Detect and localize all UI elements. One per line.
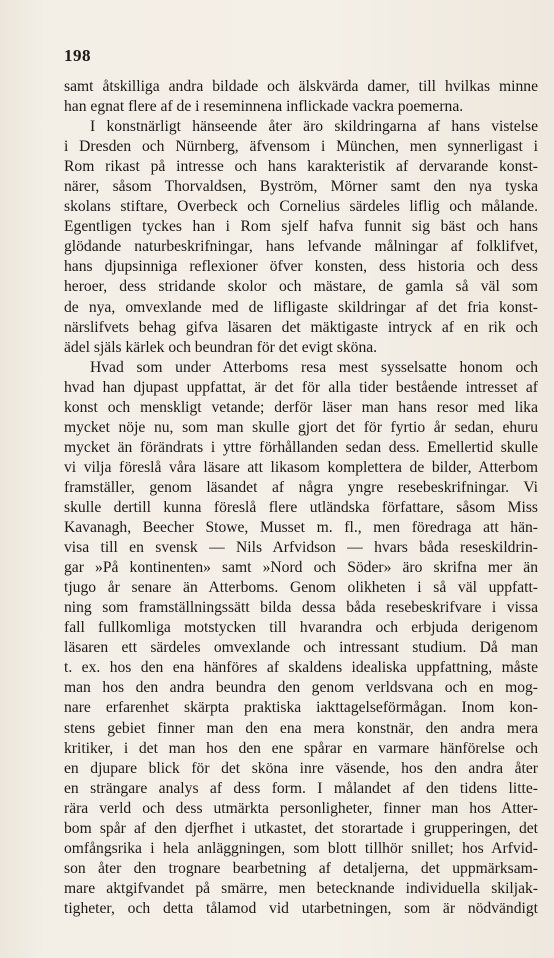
page-number: 198 [64, 46, 91, 65]
text-line: stens gebiet finner man den ena mera konstnär, den andra mera [64, 719, 538, 737]
text-line: gar »På kontinenten» samt »Nord och Söder» äro skrifna mer än [64, 559, 538, 577]
text-line: tjugo år senare än Atterboms. Genom olikheten i så väl uppfatt- [64, 579, 538, 597]
text-line: hans djupsinniga reflexioner öfver konsten, dess historia och dess [64, 258, 538, 276]
text-line: de nya, omvexlande med de lifligaste skildringar af det fria konst- [64, 298, 538, 316]
text-line: vi vilja föreslå våra läsare att likasom komplettera de bilder, Atterbom [64, 458, 538, 476]
text-line: rära verld och dess utmärkta personligheter, finner man hos Atter- [64, 799, 538, 817]
text-line: en djupare blick för det sköna inre väsende, hos den andra åter [64, 759, 538, 777]
text-line: samt åtskilliga andra bildade och älskvärda damer, till hvilkas minne [64, 78, 538, 95]
text-line: omfångsrika i hela anläggningen, som blott tillhör snillet; hos Arfvid- [64, 839, 538, 857]
text-line: mycket nöje nu, som man skulle gjort det för fyrtio år sedan, ehuru [64, 418, 538, 436]
text-line: fall fullkomliga motstycken till hvarandra och erbjuda derigenom [64, 619, 538, 637]
body-text [64, 77, 538, 919]
text-line: Hvad som under Atterboms resa mest sysselsatte honom och [90, 358, 538, 376]
text-line: Rom rikast på intresse och hans karakteristik af dervarande konst- [64, 158, 538, 176]
text-line: tigheter, och detta tålamod vid utarbetningen, som är nödvändigt [64, 899, 538, 917]
text-line: heroer, dess stridande skolor och mästare, de gamla så väl som [64, 278, 538, 296]
text-line: skulle dertill kunna föreslå flere utländska författare, såsom Miss [64, 498, 538, 516]
text-line: Kavanagh, Beecher Stowe, Musset m. fl., men föredraga att hän- [64, 519, 538, 537]
text-line: ning som framställningssätt bilda dessa båda resebeskrifvare i vissa [64, 599, 538, 617]
text-line: son åter den trognare bearbetning af detaljerna, det uppmärksam- [64, 859, 538, 877]
text-line: I konstnärligt hänseende åter äro skildringarna af hans vistelse [90, 118, 538, 136]
text-line: mycket än förändrats i yttre förhållanden sedan dess. Emellertid skulle [64, 438, 538, 456]
text-line: visa till en svensk — Nils Arfvidson — hvars båda reseskildrin- [64, 539, 538, 557]
text-line: bom spår af den djerfhet i utkastet, det storartade i grupperingen, det [64, 819, 538, 837]
text-line: Egentligen tyckes han i Rom sjelf hafva funnit sig bäst och hans [64, 218, 538, 236]
text-line: mare aktgifvandet på smärre, men betecknande individuella skiljak- [64, 879, 538, 897]
text-line: man hos den andra beundra den genom verldsvana och en mog- [64, 679, 538, 697]
text-line: nare erfarenhet skärpta praktiska iakttagelseförmågan. Inom kon- [64, 699, 538, 717]
text-line: läsaren ett särdeles omvexlande och intressant studium. Då man [64, 639, 538, 657]
text-line: han egnat flere af de i reseminnena inflickade vackra poemerna. [64, 98, 464, 116]
text-line: kritiker, i det man hos den ene spårar en varmare hänförelse och [64, 739, 538, 757]
text-line: t. ex. hos den ena hänföres af skaldens idealiska uppfattning, måste [64, 659, 538, 677]
text-line: en strängare analys af dess form. I målandet af den tidens litte- [64, 779, 538, 797]
text-line: skolans stiftare, Overbeck och Cornelius särdeles liflig och målande. [64, 198, 538, 216]
text-line: framställer, genom läsandet af några yngre resebeskrifningar. Vi [64, 478, 538, 496]
text-line: närer, såsom Thorvaldsen, Byström, Mörner samt den nya tyska [64, 178, 538, 196]
text-line: glödande naturbeskrifningar, hans lefvande målningar af folklifvet, [64, 238, 538, 256]
text-line: hvad han djupast uppfattat, är det för alla tider bestående intresset af [64, 378, 538, 396]
text-line: konst och menskligt vetande; derför läser man hans resor med lika [64, 398, 538, 416]
text-line: i Dresden och Nürnberg, äfvensom i München, men synnerligast i [64, 138, 538, 156]
text-line: närslifvets behag gifva läsaren det mäktigaste intryck af en rik och [64, 318, 538, 336]
text-line: ädel själs kärlek och beundran för det evigt sköna. [64, 338, 378, 356]
